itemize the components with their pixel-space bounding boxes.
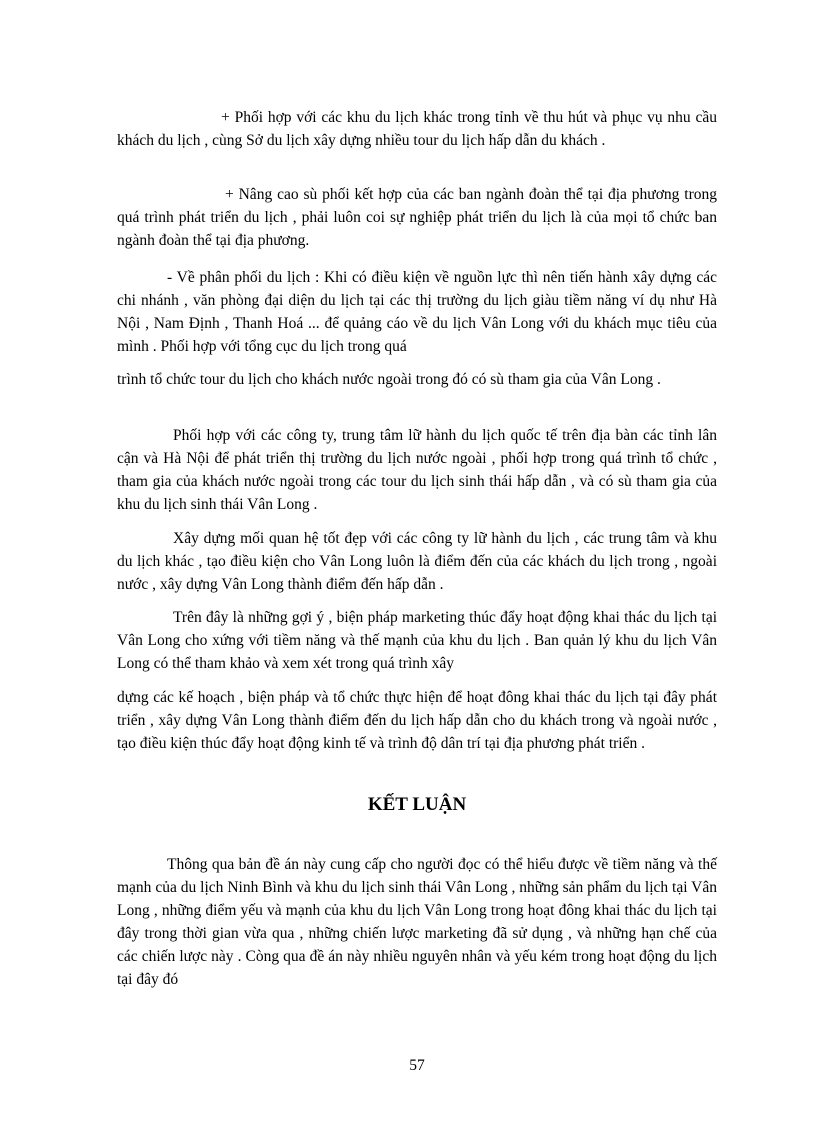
paragraph-summary: Trên đây là những gợi ý , biện pháp marketing thúc đẩy hoạt động khai thác du lịch tại Vân Long cho xứng với tiềm năng và thế mạnh của khu du lịch . Ban quản lý khu du lịch Vân Long có thể tham khảo và xem xét trong quá trình xây (117, 609, 717, 672)
paragraph-coordination-local: + Nâng cao sù phối kết hợp của các ban ngành đoàn thể tại địa phương trong quá trình phát triển du lịch , phải luôn coi sự nghiệp phát triển du lịch là của mọi tổ chức ban ngành đoàn thể tại địa phương. (117, 186, 717, 249)
section-heading-conclusion: KẾT LUẬN (367, 794, 467, 815)
paragraph-distribution-continued: trình tổ chức tour du lịch cho khách nước ngoài trong đó có sù tham gia của Vân Long . (117, 371, 661, 388)
paragraph-cooperation-provincial: + Phối hợp với các khu du lịch khác trong tỉnh về thu hút và phục vụ nhu cầu khách du lịch , cùng Sở du lịch xây dựng nhiều tour du lịch hấp dẫn du khách . (117, 109, 717, 149)
paragraph-summary-continued: dựng các kế hoạch , biện pháp và tổ chức thực hiện để hoạt đông khai thác du lịch tại đây phát triển , xây dựng Vân Long thành điểm đến du lịch hấp dẫn cho du khách trong và ngoài nước , tạo điều kiện thúc đẩy hoạt động kinh tế và trình độ dân trí tại địa phương phát triển . (117, 689, 717, 752)
paragraph-travel-companies: Phối hợp với các công ty, trung tâm lữ hành du lịch quốc tế trên địa bàn các tỉnh lân cận và Hà Nội để phát triển thị trường du lịch nước ngoài , phối hợp trong quá trình tổ chức , tham gia của khách nước ngoài trong các tour du lịch sinh thái hấp dẫn , và có sù tham gia của khu du lịch sinh thái Vân Long . (117, 427, 717, 513)
paragraph-conclusion: Thông qua bản đề án này cung cấp cho người đọc có thể hiểu được về tiềm năng và thế mạnh của du lịch Ninh Bình và khu du lịch sinh thái Vân Long , những sản phẩm du lịch tại Vân Long , những điểm yếu và mạnh của khu du lịch Vân Long trong hoạt đông khai thác du lịch tại đây trong thời gian vừa qua , những chiến lược marketing đã sử dụng , và những hạn chế của các chiến lược này . Còng qua đề án này nhiều nguyên nhân và yếu kém trong hoạt động du lịch tại đây đó (117, 856, 717, 988)
paragraph-distribution: - Về phân phối du lịch : Khi có điều kiện về nguồn lực thì nên tiến hành xây dựng các chi nhánh , văn phòng đại diện du lịch tại các thị trường du lịch giàu tiềm năng ví dụ như Hà Nội , Nam Định , Thanh Hoá ... để quảng cáo về du lịch Vân Long với du khách mục tiêu của mình . Phối hợp với tổng cục du lịch trong quá (117, 269, 717, 355)
page-number: 57 (409, 1057, 425, 1074)
paragraph-relationships: Xây dựng mối quan hệ tốt đẹp với các công ty lữ hành du lịch , các trung tâm và khu du lịch khác , tạo điều kiện cho Vân Long luôn là điểm đến của các khách du lịch trong , ngoài nước , xây dựng Vân Long thành điểm đến hấp dẫn . (117, 530, 717, 593)
